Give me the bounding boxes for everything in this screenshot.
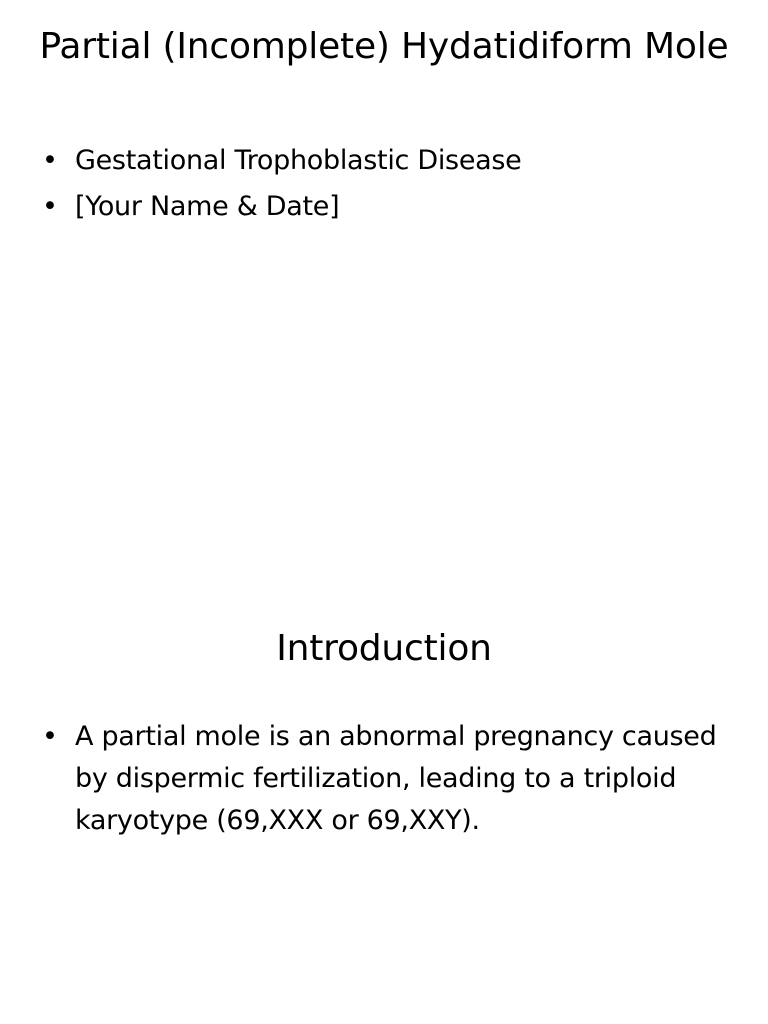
bullet-text: Gestational Trophoblastic Disease <box>75 145 522 176</box>
bullet-list <box>42 138 722 230</box>
bullet-item <box>42 716 722 842</box>
slide-title: Introduction <box>276 628 492 669</box>
bullet-dot-icon: • <box>42 145 58 176</box>
bullet-dot-icon: • <box>42 721 58 752</box>
bullet-dot-icon: • <box>42 191 58 222</box>
bullet-item <box>42 184 722 230</box>
bullet-text: A partial mole is an abnormal pregnancy caused by dispermic fertilization, leading to a triploid karyotype (69,XXX or 69,XXY). <box>75 721 717 836</box>
slide-title: Partial (Incomplete) Hydatidiform Mole <box>39 26 729 67</box>
bullet-item <box>42 138 722 184</box>
bullet-list <box>42 716 722 842</box>
bullet-text: [Your Name & Date] <box>75 191 340 222</box>
introduction-slide <box>0 512 768 1024</box>
